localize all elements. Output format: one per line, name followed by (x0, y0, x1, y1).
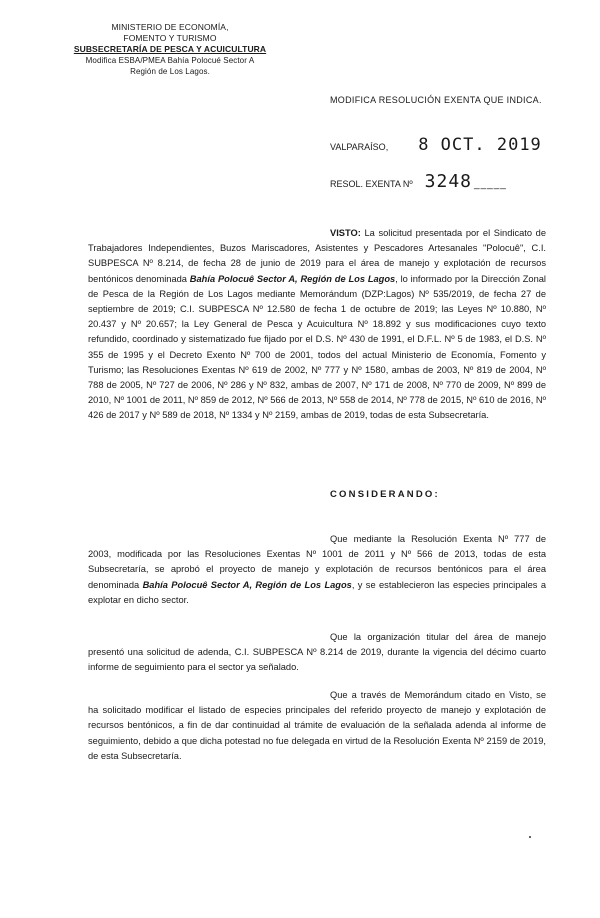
resolution-subject: MODIFICA RESOLUCIÓN EXENTA QUE INDICA. (330, 95, 542, 105)
visto-area-name: Bahía Polocuê Sector A, Región de Los Lagos (189, 273, 396, 284)
resolution-number-row (330, 171, 507, 192)
considerando-paragraph-1 (88, 532, 546, 608)
ministry-line-2: FOMENTO Y TURISMO (123, 33, 217, 43)
visto-paragraph (88, 226, 546, 424)
city-label: VALPARAÍSO, (330, 142, 389, 152)
letterhead (70, 22, 270, 77)
resolution-underline: _____ (474, 179, 507, 190)
considerando-heading: CONSIDERANDO: (330, 489, 440, 500)
resolution-number: 3248 (424, 171, 473, 192)
visto-text-1: La solicitud presentada por el Sindicato de Trabajadores Independientes, Buzos Mariscadores, Asistentes y Pescadores Artesanales "Polocuê", C.I. SUBPESCA Nº 8.214, de fecha 28 de junio de 2019 para el área de manejo y explotación de recursos bentónicos denominada (88, 228, 546, 284)
date-stamp: 8 OCT. 2019 (418, 135, 542, 155)
c1-area-name: Bahía Polocuê Sector A, Región de Los Lagos (142, 579, 352, 590)
ministry-line-1: MINISTERIO DE ECONOMÍA, (111, 22, 229, 32)
subject-line-2: Región de Los Lagos. (130, 67, 210, 76)
scan-speck (529, 836, 531, 838)
subsecretaria-line: SUBSECRETARÍA DE PESCA Y ACUICULTURA (73, 44, 267, 54)
place-date-row (330, 135, 542, 155)
visto-label: VISTO: (330, 228, 361, 238)
subject-line-1: Modifica ESBA/PMEA Bahía Polocué Sector A (85, 56, 255, 65)
considerando-paragraph-3: Que a través de Memorándum citado en Visto, se ha solicitado modificar el listado de especies principales del referido proyecto de manejo y explotación de recursos bentónicos, a fin de dar continuidad al trámite de evaluación de la señalada adenda al informe de seguimiento, debido a que dicha potestad no fue delegada en virtud de la Resolución Exenta Nº 2159 de 2019, de esta Subsecretaría. (88, 690, 546, 761)
visto-text-2: , lo informado por la Dirección Zonal de Pesca de la Región de Los Lagos mediante Memorándum (DZP:Lagos) Nº 535/2019, de fecha 27 de septiembre de 2019; C.I. SUBPESCA Nº 12.580 de fecha 1 de octubre de 2019; las Leyes Nº 10.880, Nº 20.437 y Nº 20.657; la Ley General de Pesca y Acuicultura Nº 18.892 y sus modificaciones cuyo texto refundido, coordinado y sistematizado fue fijado por el D.S. Nº 430 de 1991, el D.F.L. Nº 5 de 1983, el D.S. Nº 355 de 1995 y el Decreto Exento Nº 700 de 2001, todos del actual Ministerio de Economía, Fomento y Turismo; las Resoluciones Exentas Nº 619 de 2002, Nº 777 y Nº 1580, ambas de 2003, Nº 819 de 2004, Nº 788 de 2005, Nº 727 de 2006, Nº 286 y Nº 832, ambas de 2007, Nº 171 de 2008, Nº 770 de 2009, Nº 899 de 2010, Nº 1001 de 2011, Nº 859 de 2012, Nº 566 de 2013, Nº 558 de 2014, Nº 778 de 2015, Nº 610 de 2016, Nº 426 de 2017 y Nº 589 de 2018, Nº 1334 y Nº 2159, ambas de 2019, todas de esta Subsecretaría. (88, 273, 546, 421)
considerando-paragraph-2: Que la organización titular del área de manejo presentó una solicitud de adenda, C.I. SUBPESCA Nº 8.214 de 2019, durante la vigencia del décimo cuarto informe de seguimiento para el sector ya señalado. (88, 632, 546, 673)
c1-text-2: , y se establecieron las especies principales a explotar en dicho sector. (88, 579, 546, 605)
resolution-label: RESOL. EXENTA Nº (330, 179, 413, 189)
c1-text-1: Que mediante la Resolución Exenta Nº 777 de 2003, modificada por las Resoluciones Exentas Nº 1001 de 2011 y Nº 566 de 2013, todas de esta Subsecretaría, se aprobó el proyecto de manejo y explotación de recursos bentónicos para el área denominada (88, 534, 546, 590)
